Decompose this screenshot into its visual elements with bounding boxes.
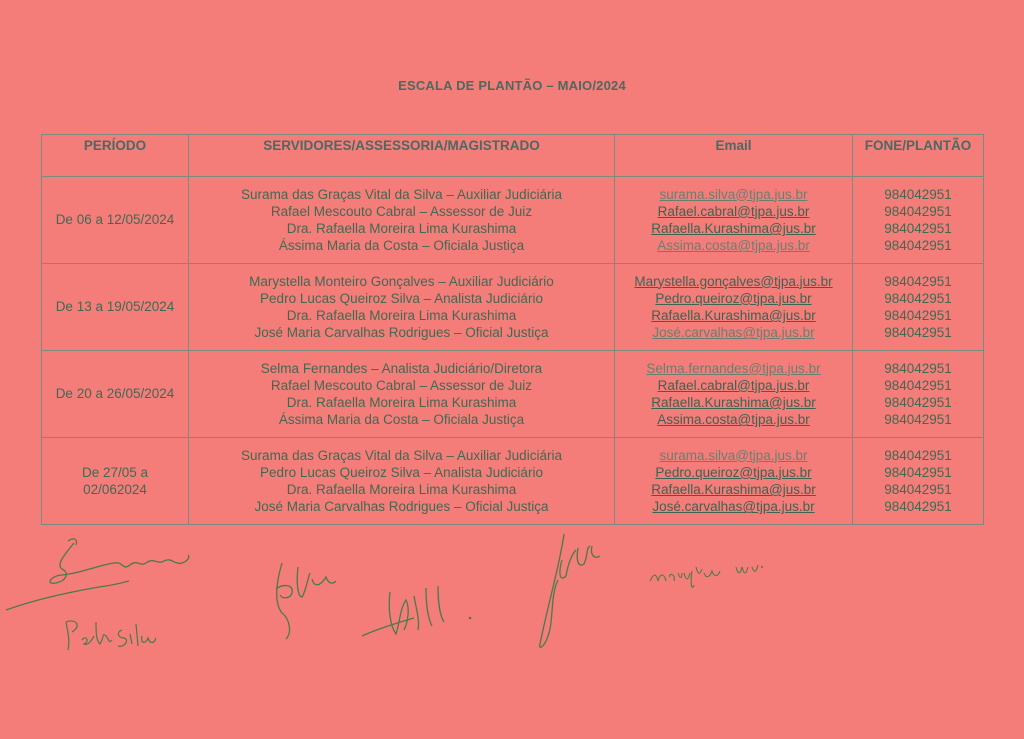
email-link[interactable]: Assima.costa@tjpa.jus.br bbox=[657, 238, 810, 254]
signature-rafael bbox=[268, 553, 338, 643]
phone-number: 984042951 bbox=[884, 238, 952, 254]
signature-fernandes bbox=[4, 535, 194, 620]
staff-name: Dra. Rafaella Moreira Lima Kurashima bbox=[286, 395, 517, 410]
phone-number: 984042951 bbox=[884, 308, 952, 323]
table-row bbox=[42, 351, 984, 438]
staff-cell bbox=[189, 177, 615, 264]
period-cell: De 13 a 19/05/2024 bbox=[42, 264, 189, 351]
phone-number: 984042951 bbox=[884, 273, 952, 289]
table-row bbox=[42, 264, 984, 351]
staff-name: Surama das Graças Vital da Silva – Auxiliar Judiciária bbox=[241, 186, 562, 202]
email-link[interactable]: Assima.costa@tjpa.jus.br bbox=[657, 412, 810, 428]
phone-number: 984042951 bbox=[884, 499, 952, 515]
period-line: De 27/05 a bbox=[81, 464, 149, 480]
email-link[interactable]: José.carvalhas@tjpa.jus.br bbox=[652, 325, 815, 341]
staff-name: José Maria Carvalhas Rodrigues – Oficial Justiça bbox=[254, 325, 549, 341]
email-link[interactable]: Rafael.cabral@tjpa.jus.br bbox=[657, 377, 810, 393]
email-link[interactable]: Selma.fernandes@tjpa.jus.br bbox=[646, 360, 821, 376]
page-title: ESCALA DE PLANTÃO – MAIO/2024 bbox=[398, 78, 626, 93]
email-cell bbox=[615, 351, 853, 438]
phone-number: 984042951 bbox=[884, 360, 952, 376]
staff-cell bbox=[189, 264, 615, 351]
table-header-row bbox=[42, 135, 984, 177]
phone-cell bbox=[853, 438, 984, 525]
phone-number: 984042951 bbox=[884, 325, 952, 341]
phone-number: 984042951 bbox=[884, 377, 952, 393]
email-link[interactable]: Rafael.cabral@tjpa.jus.br bbox=[657, 203, 810, 219]
phone-number: 984042951 bbox=[884, 464, 952, 480]
email-link[interactable]: Pedro.queiroz@tjpa.jus.br bbox=[655, 290, 812, 306]
email-cell bbox=[615, 264, 853, 351]
table-row bbox=[42, 438, 984, 525]
phone-number: 984042951 bbox=[884, 395, 952, 410]
phone-cell bbox=[853, 264, 984, 351]
signature-assima bbox=[528, 524, 618, 654]
email-link[interactable]: Rafaella.Kurashima@jus.br bbox=[651, 395, 816, 410]
email-link[interactable]: Rafaella.Kurashima@jus.br bbox=[651, 221, 816, 236]
period-cell: De 06 a 12/05/2024 bbox=[42, 177, 189, 264]
staff-name: Dra. Rafaella Moreira Lima Kurashima bbox=[286, 221, 517, 236]
phone-number: 984042951 bbox=[884, 447, 952, 463]
staff-name: Dra. Rafaella Moreira Lima Kurashima bbox=[286, 308, 517, 323]
email-cell bbox=[615, 177, 853, 264]
phone-number: 984042951 bbox=[884, 221, 952, 236]
signature-pedro-silva bbox=[62, 614, 162, 659]
email-link[interactable]: Marystella.gonçalves@tjpa.jus.br bbox=[634, 273, 833, 289]
staff-name: Rafael Mescouto Cabral – Assessor de Juiz bbox=[270, 203, 533, 219]
phone-number: 984042951 bbox=[884, 482, 952, 497]
staff-cell bbox=[189, 351, 615, 438]
staff-name: Dra. Rafaella Moreira Lima Kurashima bbox=[286, 482, 517, 497]
phone-cell bbox=[853, 351, 984, 438]
staff-name: Pedro Lucas Queiroz Silva – Analista Judiciário bbox=[260, 290, 543, 306]
phone-number: 984042951 bbox=[884, 186, 952, 202]
staff-name: Marystella Monteiro Gonçalves – Auxiliar Judiciário bbox=[249, 273, 554, 289]
phone-number: 984042951 bbox=[884, 203, 952, 219]
email-link[interactable]: José.carvalhas@tjpa.jus.br bbox=[652, 499, 815, 515]
period-cell: De 20 a 26/05/2024 bbox=[42, 351, 189, 438]
header-phone: FONE/PLANTÃO bbox=[853, 135, 984, 177]
header-email: Email bbox=[615, 135, 853, 177]
email-link[interactable]: surama.silva@tjpa.jus.br bbox=[659, 447, 808, 463]
period-cell bbox=[42, 438, 189, 525]
signature-rafaella bbox=[360, 578, 480, 643]
phone-number: 984042951 bbox=[884, 290, 952, 306]
email-link[interactable]: Rafaella.Kurashima@jus.br bbox=[651, 308, 816, 323]
schedule-table bbox=[41, 134, 984, 525]
email-link[interactable]: Rafaella.Kurashima@jus.br bbox=[651, 482, 816, 497]
staff-name: José Maria Carvalhas Rodrigues – Oficial Justiça bbox=[254, 499, 549, 515]
phone-number: 984042951 bbox=[884, 412, 952, 428]
staff-name: Ássima Maria da Costa – Oficiala Justiça bbox=[278, 238, 525, 254]
staff-name: Pedro Lucas Queiroz Silva – Analista Judiciário bbox=[260, 464, 543, 480]
signature-marystella bbox=[648, 545, 798, 595]
period-line: 02/062024 bbox=[83, 482, 147, 497]
staff-name: Surama das Graças Vital da Silva – Auxiliar Judiciária bbox=[241, 447, 562, 463]
staff-name: Ássima Maria da Costa – Oficiala Justiça bbox=[278, 412, 525, 428]
email-link[interactable]: Pedro.queiroz@tjpa.jus.br bbox=[655, 464, 812, 480]
email-cell bbox=[615, 438, 853, 525]
header-period: PERÍODO bbox=[42, 135, 189, 177]
phone-cell bbox=[853, 177, 984, 264]
table-row bbox=[42, 177, 984, 264]
staff-name: Rafael Mescouto Cabral – Assessor de Juiz bbox=[270, 377, 533, 393]
email-link[interactable]: surama.silva@tjpa.jus.br bbox=[659, 186, 808, 202]
staff-name: Selma Fernandes – Analista Judiciário/Diretora bbox=[260, 360, 543, 376]
staff-cell bbox=[189, 438, 615, 525]
header-staff: SERVIDORES/ASSESSORIA/MAGISTRADO bbox=[189, 135, 615, 177]
